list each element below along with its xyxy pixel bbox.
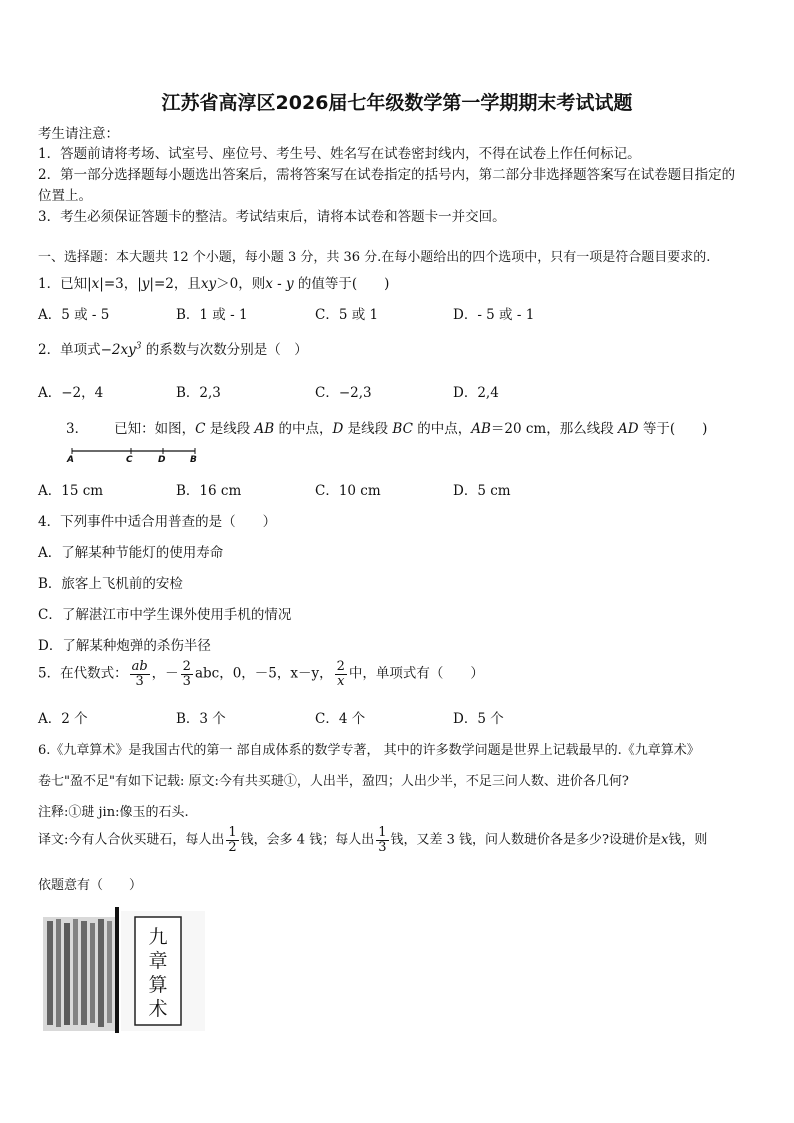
question-6-note: 注释:①琎 jin:像玉的石头.	[38, 805, 189, 820]
q3-option-a: A．15 cm	[38, 483, 104, 499]
fraction-1-over-3: $\frac{1}{3}$	[378, 825, 387, 855]
point-label-b: B	[190, 455, 197, 465]
q3-option-c: C．10 cm	[315, 483, 381, 499]
q4-option-c: C．了解湛江市中学生课外使用手机的情况	[38, 607, 292, 623]
q5-option-b: B．3 个	[176, 711, 226, 727]
question-2-stem: 2．单项式$-2xy^3$ 的系数与次数分别是（ ）	[38, 341, 308, 358]
q1-option-c: C．5 或 1	[315, 307, 379, 323]
q2-option-d: D．2,4	[453, 385, 499, 401]
notice-item-2: 2．第一部分选择题每小题选出答案后，需将答案写在试卷指定的括号内，第二部分非选择题答案写在试卷题目指定的	[38, 167, 736, 183]
question-6-line-end: 依题意有（ ）	[38, 878, 143, 893]
fraction-1-over-2: $\frac{1}{2}$	[228, 825, 237, 855]
question-6-translation: 译文:今有人合伙买琎石，每人出 $\frac{1}{2}$ 钱，会多 4 钱；每人出 $\frac{1}{3}$ 钱，又差 3 钱，问人数琎价各是多少?设琎价是x钱，则	[38, 825, 708, 855]
segment-figure	[64, 445, 204, 469]
notice-item-2-cont: 位置上。	[38, 188, 92, 204]
notice-item-3: 3．考生必须保证答题卡的整洁。考试结束后，请将本试卷和答题卡一并交回。	[38, 209, 506, 225]
q3-option-d: D．5 cm	[453, 483, 511, 499]
question-6-line-2: 卷七"盈不足"有如下记载: 原文:今有共买琎①，人出半，盈四；人出少半，不足三问人数、进价各几何?	[38, 774, 629, 789]
q2-option-c: C．−2,3	[315, 385, 372, 401]
point-label-d: D	[158, 455, 166, 465]
page-title: 江苏省高淳区2026届七年级数学第一学期期末考试试题	[161, 92, 633, 114]
book-title-char-1: 九	[148, 926, 168, 948]
question-3-stem: 3． 已知：如图，C 是线段 AB 的中点，D 是线段 BC 的中点，AB＝20 cm，那么线段 AD 等于( )	[66, 421, 708, 437]
q4-option-d: D．了解某种炮弹的杀伤半径	[38, 638, 211, 654]
book-title-char-3: 算	[148, 974, 168, 996]
fraction-2-over-x: $\frac{2}{x}$	[336, 659, 345, 689]
book-title-char-2: 章	[148, 950, 168, 972]
section-heading: 一、选择题：本大题共 12 个小题，每小题 3 分，共 36 分.在每小题给出的四个选项中，只有一项是符合题目要求的.	[38, 250, 711, 265]
book-title-char-4: 术	[148, 998, 168, 1020]
q2-option-a: A．−2，4	[38, 385, 104, 401]
q4-option-b: B．旅客上飞机前的安检	[38, 576, 183, 592]
point-label-a: A	[67, 455, 74, 465]
q1-option-a: A．5 或 - 5	[38, 307, 110, 323]
notice-item-1: 1．答题前请将考场、试室号、座位号、考生号、姓名写在试卷密封线内，不得在试卷上作任何标记。	[38, 146, 641, 162]
fraction-ab-over-3: $\frac{ab}{3}$	[131, 659, 148, 689]
question-6-line-1: 6.《九章算术》是我国古代的第一 部自成体系的数学专著， 其中的许多数学问题是世界上记载最早的.《九章算术》	[38, 743, 700, 758]
book-spine	[115, 907, 119, 1033]
q1-option-b: B．1 或 - 1	[176, 307, 248, 323]
question-5-stem: 5．在代数式： $\frac{ab}{3}$ ，－ $\frac{2}{3}$ abc，0，－5，x－y， $\frac{2}{x}$ 中，单项式有（ ）	[38, 659, 484, 689]
question-4-stem: 4．下列事件中适合用普查的是（ ）	[38, 514, 277, 530]
q4-option-a: A．了解某种节能灯的使用寿命	[38, 545, 224, 561]
q2-option-b: B．2,3	[176, 385, 221, 401]
q5-option-d: D．5 个	[453, 711, 504, 727]
fraction-2-over-3: $\frac{2}{3}$	[182, 659, 191, 689]
q5-option-c: C．4 个	[315, 711, 366, 727]
q5-option-a: A．2 个	[38, 711, 88, 727]
notice-heading: 考生请注意：	[38, 126, 119, 142]
q3-option-b: B．16 cm	[176, 483, 242, 499]
q1-option-d: D．- 5 或 - 1	[453, 307, 535, 323]
point-label-c: C	[126, 455, 133, 465]
question-1-stem: 1．已知|x|=3，|y|=2，且xy＞0，则x - y 的值等于( )	[38, 276, 390, 292]
book-image	[43, 907, 205, 1033]
